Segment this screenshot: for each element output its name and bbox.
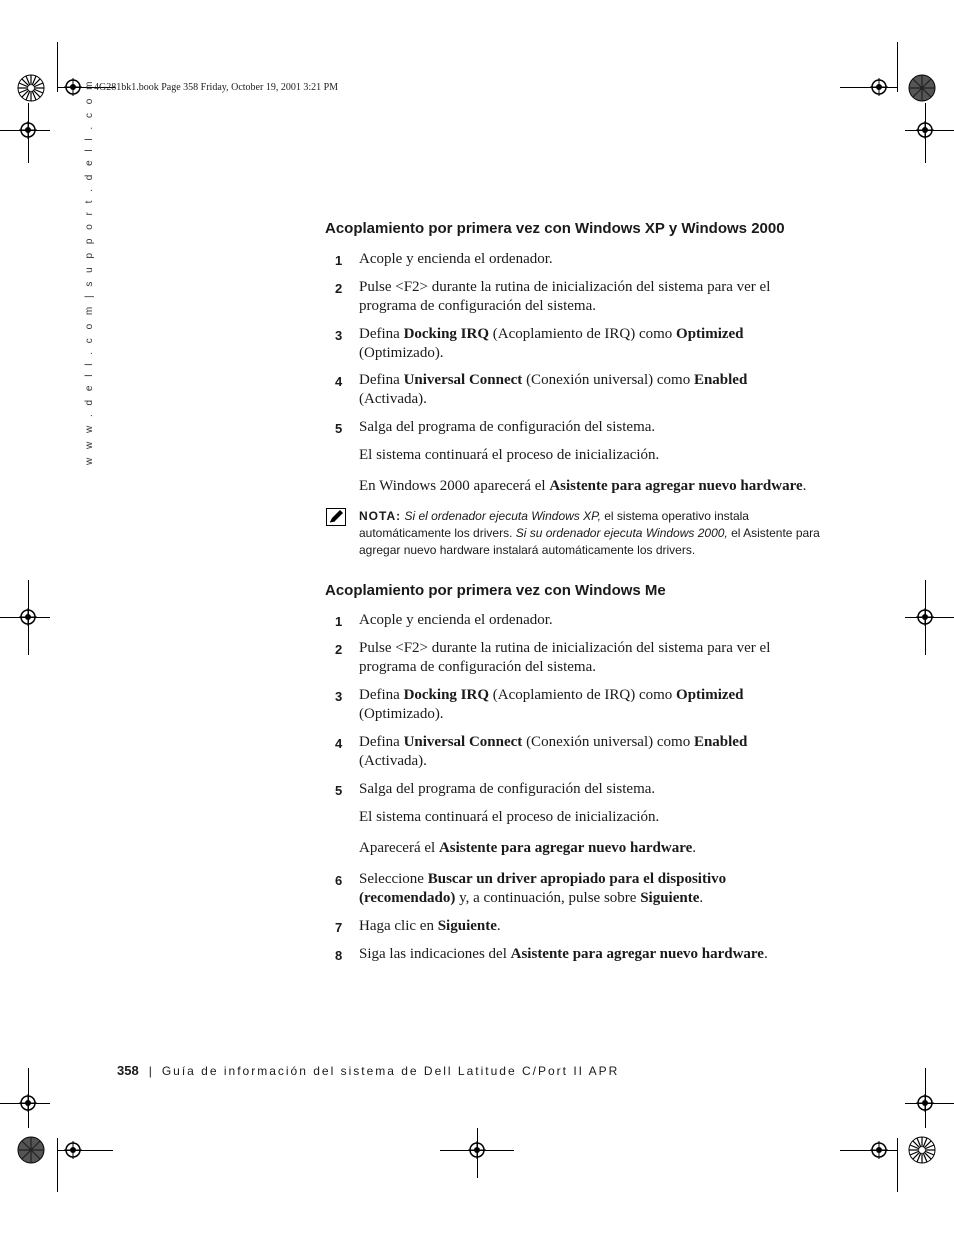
step-text: Acople y encienda el ordenador. — [359, 251, 553, 267]
step-number: 4 — [335, 736, 343, 751]
step-text: Acople y encienda el ordenador. — [359, 612, 553, 628]
step-text: Siga las indicaciones del Asistente para agregar nuevo hardware. — [359, 946, 768, 962]
step-item — [335, 611, 815, 630]
registration-mark-icon — [916, 1094, 934, 1112]
step-number: 5 — [335, 783, 343, 798]
step-number: 5 — [335, 421, 343, 436]
step-number: 4 — [335, 374, 343, 389]
footer-title: Guía de información del sistema de Dell Latitude C/Port II APR — [161, 1064, 620, 1078]
section-heading-me: Acoplamiento por primera vez con Windows Me — [325, 582, 666, 599]
registration-mark-icon — [870, 1141, 888, 1159]
step-text: Pulse <F2> durante la rutina de inicialización del sistema para ver el programa de configuración del sistema. — [359, 279, 771, 314]
section-heading-xp-2000: Acoplamiento por primera vez con Windows XP y Windows 2000 — [325, 220, 785, 237]
step-text: Seleccione Buscar un driver apropiado para el dispositivo (recomendado) y, a continuación, pulse sobre Siguiente. — [359, 871, 727, 906]
step-text: Defina Docking IRQ (Acoplamiento de IRQ) como Optimized (Optimizado). — [359, 326, 744, 361]
registration-mark-icon — [916, 121, 934, 139]
registration-mark-icon — [19, 608, 37, 626]
registration-mark-icon — [19, 1094, 37, 1112]
step-number: 3 — [335, 689, 343, 704]
note-block: NOTA: Si el ordenador ejecuta Windows XP, el sistema operativo instala automáticamente los drivers. Si su ordenador ejecuta Windows 2000, el Asistente para agregar nuevo hardware instalará automáticamente los drivers. — [359, 509, 820, 557]
step-text: Salga del programa de configuración del sistema. — [359, 781, 656, 797]
step-number: 7 — [335, 920, 343, 935]
step-item — [335, 325, 815, 363]
step-item — [335, 278, 815, 316]
registration-mark-icon — [64, 1141, 82, 1159]
paragraph: El sistema continuará el proceso de inicialización. — [359, 809, 660, 825]
step-text: Pulse <F2> durante la rutina de inicialización del sistema para ver el programa de configuración del sistema. — [359, 640, 771, 675]
step-number: 1 — [335, 614, 343, 629]
side-url: w w w . d e l l . c o m | s u p p o r t . d e l l . c o m — [84, 78, 95, 465]
print-header: 4G281bk1.book Page 358 Friday, October 19, 2001 3:21 PM — [94, 82, 339, 93]
registration-mark-icon — [19, 121, 37, 139]
sunburst-mark-icon — [908, 1136, 936, 1164]
paragraph: En Windows 2000 aparecerá el Asistente para agregar nuevo hardware. — [359, 478, 807, 494]
registration-mark-icon — [64, 78, 82, 96]
step-item — [335, 639, 815, 677]
sunburst-mark-icon — [17, 1136, 45, 1164]
registration-mark-icon — [870, 78, 888, 96]
step-item — [335, 250, 815, 269]
step-item — [335, 945, 815, 964]
step-number: 2 — [335, 642, 343, 657]
step-item — [335, 733, 815, 771]
step-number: 3 — [335, 328, 343, 343]
note-pencil-icon — [326, 508, 346, 526]
step-number: 6 — [335, 873, 343, 888]
page-footer — [117, 1063, 619, 1078]
step-text: Defina Docking IRQ (Acoplamiento de IRQ) como Optimized (Optimizado). — [359, 687, 744, 722]
step-item — [335, 917, 815, 936]
step-number: 2 — [335, 281, 343, 296]
step-item — [335, 686, 815, 724]
registration-mark-icon — [468, 1141, 486, 1159]
step-text: Haga clic en Siguiente. — [359, 918, 501, 934]
registration-mark-icon — [916, 608, 934, 626]
step-item — [335, 870, 815, 908]
step-text: Defina Universal Connect (Conexión universal) como Enabled (Activada). — [359, 734, 748, 769]
step-text: Defina Universal Connect (Conexión universal) como Enabled (Activada). — [359, 372, 748, 407]
page-number: 358 — [117, 1063, 139, 1078]
sunburst-mark-icon — [908, 74, 936, 102]
step-number: 8 — [335, 948, 343, 963]
paragraph: El sistema continuará el proceso de inicialización. — [359, 447, 660, 463]
step-item — [335, 418, 815, 437]
step-text: Salga del programa de configuración del sistema. — [359, 419, 656, 435]
step-number: 1 — [335, 253, 343, 268]
step-item — [335, 780, 815, 799]
step-item — [335, 371, 815, 409]
paragraph: Aparecerá el Asistente para agregar nuevo hardware. — [359, 840, 697, 856]
sunburst-mark-icon — [17, 74, 45, 102]
footer-separator: | — [148, 1064, 152, 1078]
